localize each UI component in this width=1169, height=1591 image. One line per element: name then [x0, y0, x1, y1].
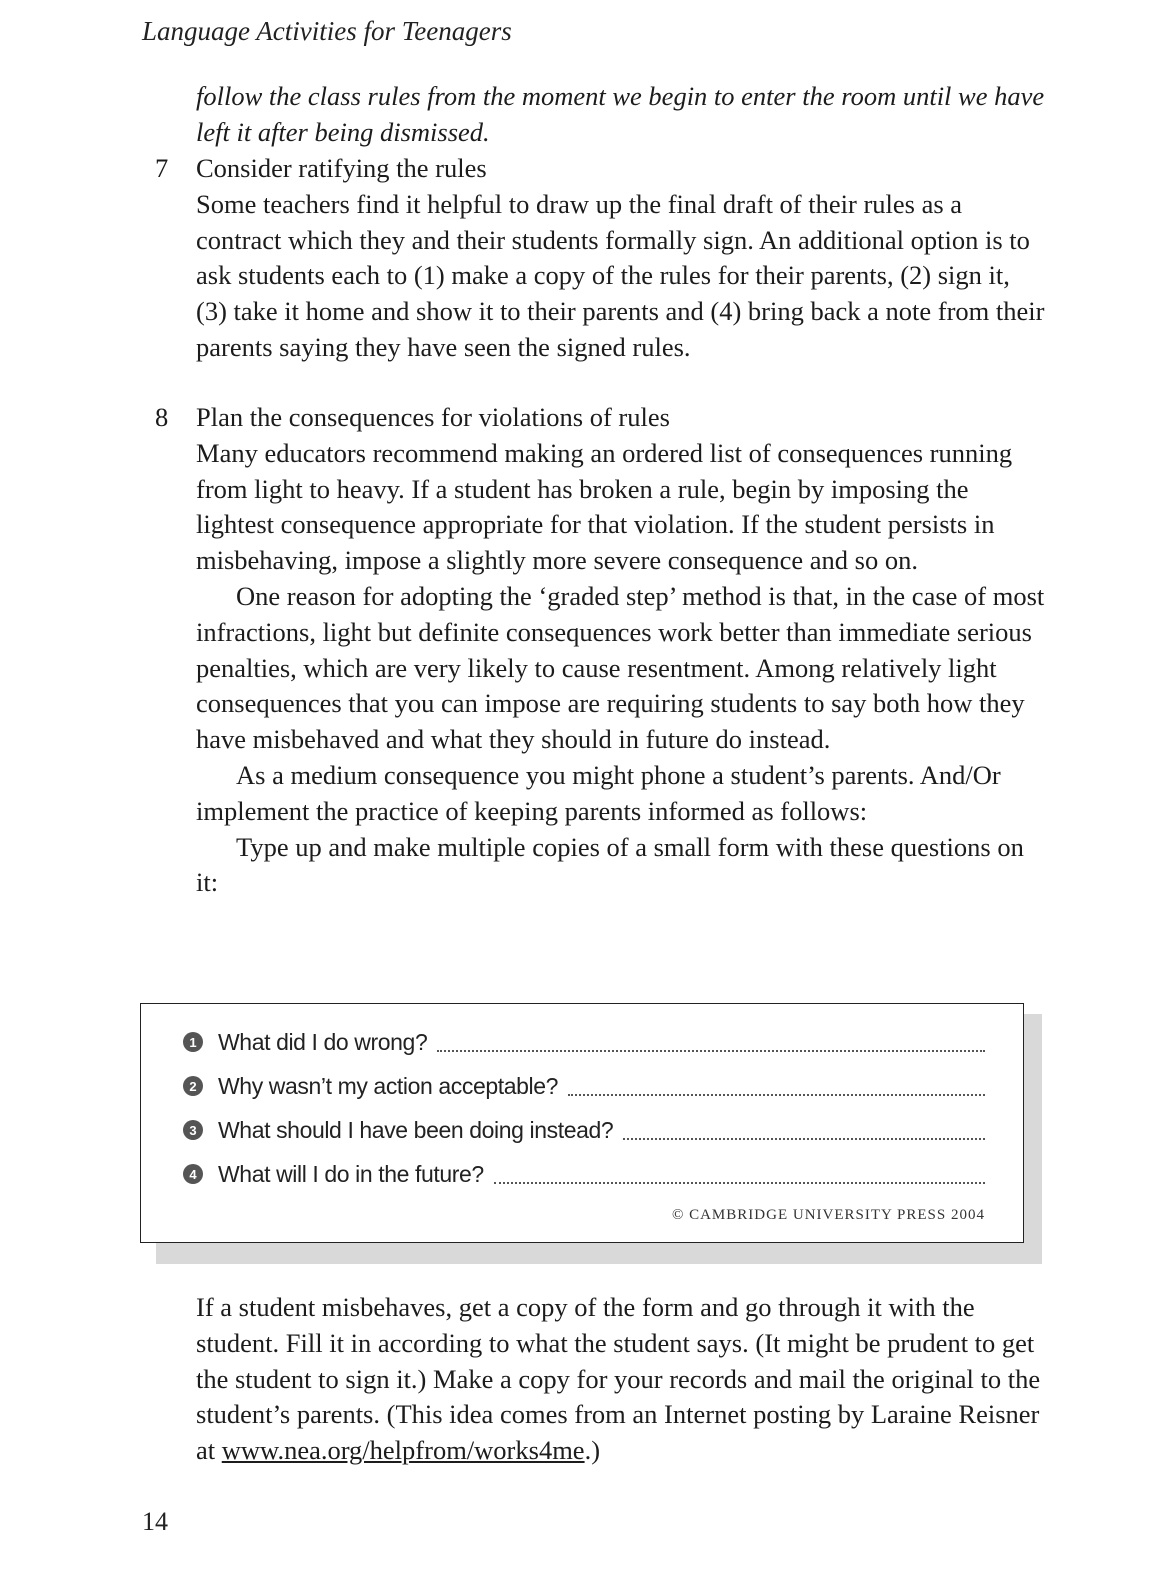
question-text: What did I do wrong?	[218, 1028, 428, 1055]
page-number: 14	[142, 1507, 168, 1536]
source-link[interactable]: www.nea.org/helpfrom/works4me	[221, 1435, 585, 1466]
continuation-text: follow the class rules from the moment we begin to enter the room until we have left it after being dismissed.	[196, 81, 1045, 147]
photocopiable-form	[140, 1003, 1024, 1243]
answer-dotted-line	[623, 1120, 985, 1140]
step-8-paragraph-1: Many educators recommend making an ordered list of consequences running from light to heavy. If a student has broken a rule, begin by imposing the lightest consequence appropriate for that violation. If the student persists in misbehaving, impose a slightly more severe consequence and so on.	[196, 437, 1013, 576]
question-text: What should I have been doing instead?	[218, 1116, 614, 1143]
step-7-block	[196, 151, 1046, 366]
step-8-block	[196, 400, 1046, 901]
number-badge-icon: 4	[183, 1164, 203, 1184]
form-question-3	[183, 1114, 985, 1146]
step-8-paragraph-2: One reason for adopting the ‘graded step’ method is that, in the case of most infractions, light but definite consequences work better than immediate serious penalties, which are very likely to cause resentment. Among relatively light consequences that you can impose are requiring students to say both how they have misbehaved and what they should in future do instead.	[196, 580, 1045, 755]
running-head: Language Activities for Teenagers	[142, 16, 512, 46]
closing-text: If a student misbehaves, get a copy of the form and go through it with the student. Fill it in according to what the student says. (It might be prudent to get the student to sign it.) Make a copy for your records and mail the original to the student’s parents. (This idea comes from an Internet posting by Laraine Reisner at	[196, 1292, 1041, 1466]
closing-text-end: .)	[584, 1435, 601, 1466]
question-text: Why wasn’t my action acceptable?	[218, 1072, 559, 1099]
answer-dotted-line	[437, 1032, 985, 1052]
step-8-paragraph-3: As a medium consequence you might phone a student’s parents. And/Or implement the practice of keeping parents informed as follows:	[196, 759, 1001, 826]
step-7-paragraph: Some teachers find it helpful to draw up the final draft of their rules as a contract which they and their students formally sign. An additional option is to ask students each to (1) make a copy of the rules for their parents, (2) sign it, (3) take it home and show it to their parents and (4) bring back a note from their parents saying they have seen the signed rules.	[196, 188, 1045, 362]
step-8-paragraph-4: Type up and make multiple copies of a small form with these questions on it:	[196, 831, 1024, 898]
answer-dotted-line	[494, 1164, 985, 1184]
answer-dotted-line	[568, 1076, 985, 1096]
step-7-title: Consider ratifying the rules	[196, 153, 487, 183]
form-question-1	[183, 1026, 985, 1058]
copyright-notice: © CAMBRIDGE UNIVERSITY PRESS 2004	[671, 1207, 985, 1223]
step-8-title: Plan the consequences for violations of rules	[196, 402, 670, 432]
number-badge-icon: 1	[183, 1032, 203, 1052]
step-number-8: 8	[155, 402, 169, 432]
question-text: What will I do in the future?	[218, 1160, 484, 1187]
form-question-2	[183, 1070, 985, 1102]
closing-paragraph	[196, 1290, 1046, 1469]
form-question-4	[183, 1158, 985, 1190]
number-badge-icon: 2	[183, 1076, 203, 1096]
number-badge-icon: 3	[183, 1120, 203, 1140]
step-number-7: 7	[155, 153, 169, 183]
